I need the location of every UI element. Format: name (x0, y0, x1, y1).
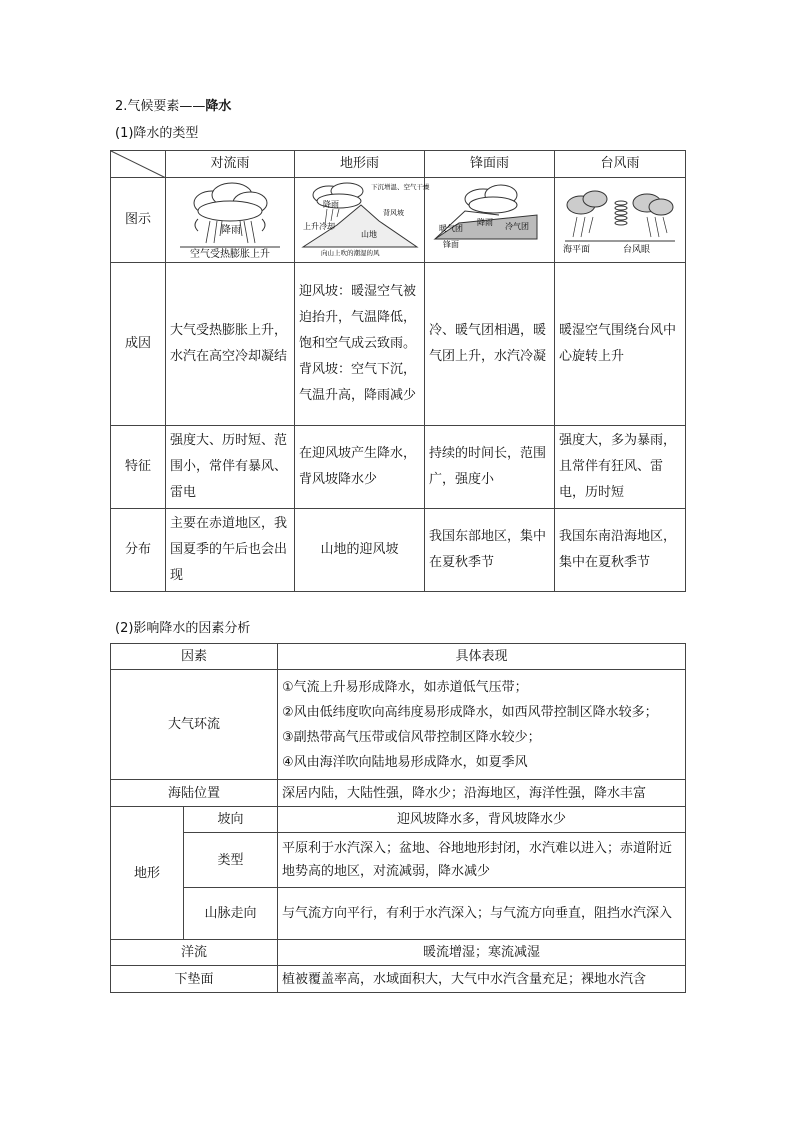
circulation-item: ④风由海洋吹向陆地易形成降水，如夏季风 (282, 754, 528, 770)
current-detail: 暖流增湿；寒流减湿 (278, 940, 686, 966)
circulation-item: ③副热带高气压带或信风带控制区降水较少； (282, 729, 541, 745)
frontal-cold-label: 冷气团 (505, 222, 529, 231)
diagonal-header-cell (111, 151, 166, 178)
surface-detail: 植被覆盖率高，水域面积大，大气中水汽含量充足；裸地水汽含 (278, 966, 686, 993)
distribution-orographic: 山地的迎风坡 (295, 509, 425, 592)
precipitation-types-table (110, 150, 686, 592)
orographic-rise-label: 上升冷却 (303, 222, 335, 231)
factor-surface: 下垫面 (111, 966, 278, 993)
orographic-back-label: 背风坡 (383, 209, 404, 217)
header-convection: 对流雨 (166, 151, 295, 178)
feature-orographic: 在迎风坡产生降水，背风坡降水少 (295, 426, 425, 509)
section-title (115, 95, 231, 114)
figure-typhoon-rain (555, 178, 686, 263)
row-label-feature: 特征 (111, 426, 166, 509)
factor-terrain: 地形 (111, 807, 184, 940)
typhoon-sea-label: 海平面 (563, 245, 591, 255)
frontal-front-label: 锋面 (443, 240, 459, 249)
header-orographic: 地形雨 (295, 151, 425, 178)
cause-frontal: 冷、暖气团相遇，暖气团上升，水汽冷凝 (425, 263, 555, 426)
circulation-detail (278, 670, 686, 780)
circulation-item: ②风由低纬度吹向高纬度易形成降水，如西风带控制区降水较多； (282, 704, 658, 720)
distribution-typhoon: 我国东南沿海地区，集中在夏秋季节 (555, 509, 686, 592)
cause-typhoon: 暖湿空气围绕台风中心旋转上升 (555, 263, 686, 426)
precipitation-factors-table (110, 643, 686, 993)
feature-typhoon: 强度大，多为暴雨，且常伴有狂风、雷电，历时短 (555, 426, 686, 509)
terrain-type-detail: 平原利于水汽深入；盆地、谷地地形封闭，水汽难以进入；赤道附近地势高的地区，对流减弱，降水减少 (278, 833, 686, 888)
subsection-title-2: (2)影响降水的因素分析 (115, 621, 251, 636)
feature-convection: 强度大、历时短、范围小，常伴有暴风、雷电 (166, 426, 295, 509)
terrain-slope-label: 坡向 (184, 807, 278, 833)
terrain-range-detail: 与气流方向平行，有利于水汽深入；与气流方向垂直，阻挡水汽深入 (278, 888, 686, 940)
header-factor: 因素 (111, 644, 278, 670)
orographic-rain-illustration (299, 181, 430, 259)
subsection-title-1: (1)降水的类型 (115, 126, 199, 141)
section-title-bold: 降水 (205, 99, 232, 114)
distribution-frontal: 我国东部地区，集中在夏秋季节 (425, 509, 555, 592)
cause-orographic: 迎风坡：暖湿空气被迫抬升，气温降低，饱和空气成云致雨。背风坡：空气下沉，气温升高，降雨减少 (295, 263, 425, 426)
frontal-rain-illustration (429, 181, 551, 259)
figure-frontal-rain (425, 178, 555, 263)
header-frontal: 锋面雨 (425, 151, 555, 178)
orographic-wind-label: 向山上吹的潮湿的风 (321, 249, 380, 257)
header-typhoon: 台风雨 (555, 151, 686, 178)
typhoon-rain-illustration (559, 181, 681, 259)
row-label-cause: 成因 (111, 263, 166, 426)
diagonal-line (111, 151, 166, 178)
circulation-item: ①气流上升易形成降水，如赤道低气压带； (282, 679, 528, 695)
figure-convection-rain (166, 178, 295, 263)
feature-frontal: 持续的时间长，范围广，强度小 (425, 426, 555, 509)
frontal-warm-label: 暖气团 (439, 224, 463, 233)
convection-rain-label: 降雨 (221, 225, 241, 236)
typhoon-eye-label: 台风眼 (623, 245, 651, 255)
terrain-range-label: 山脉走向 (184, 888, 278, 940)
convection-rain-illustration (170, 181, 290, 259)
land-sea-detail: 深居内陆，大陆性强，降水少；沿海地区，海洋性强，降水丰富 (278, 780, 686, 807)
orographic-rain-label: 降雨 (323, 200, 339, 209)
orographic-lee-label: 下沉增温、空气干燥 (371, 183, 430, 191)
section-title-prefix: 2.气候要素—— (115, 99, 206, 114)
factor-land-sea: 海陆位置 (111, 780, 278, 807)
factor-current: 洋流 (111, 940, 278, 966)
row-label-distribution: 分布 (111, 509, 166, 592)
factor-circulation: 大气环流 (111, 670, 278, 780)
convection-bottom-label: 空气受热膨胀上升 (190, 249, 270, 260)
distribution-convection: 主要在赤道地区，我国夏季的午后也会出现 (166, 509, 295, 592)
header-detail: 具体表现 (278, 644, 686, 670)
row-label-figure: 图示 (111, 178, 166, 263)
cause-convection: 大气受热膨胀上升，水汽在高空冷却凝结 (166, 263, 295, 426)
terrain-slope-detail: 迎风坡降水多，背风坡降水少 (278, 807, 686, 833)
frontal-rain-label: 降雨 (477, 218, 493, 227)
terrain-type-label: 类型 (184, 833, 278, 888)
figure-orographic-rain (295, 178, 430, 263)
orographic-mountain-label: 山地 (361, 230, 377, 239)
